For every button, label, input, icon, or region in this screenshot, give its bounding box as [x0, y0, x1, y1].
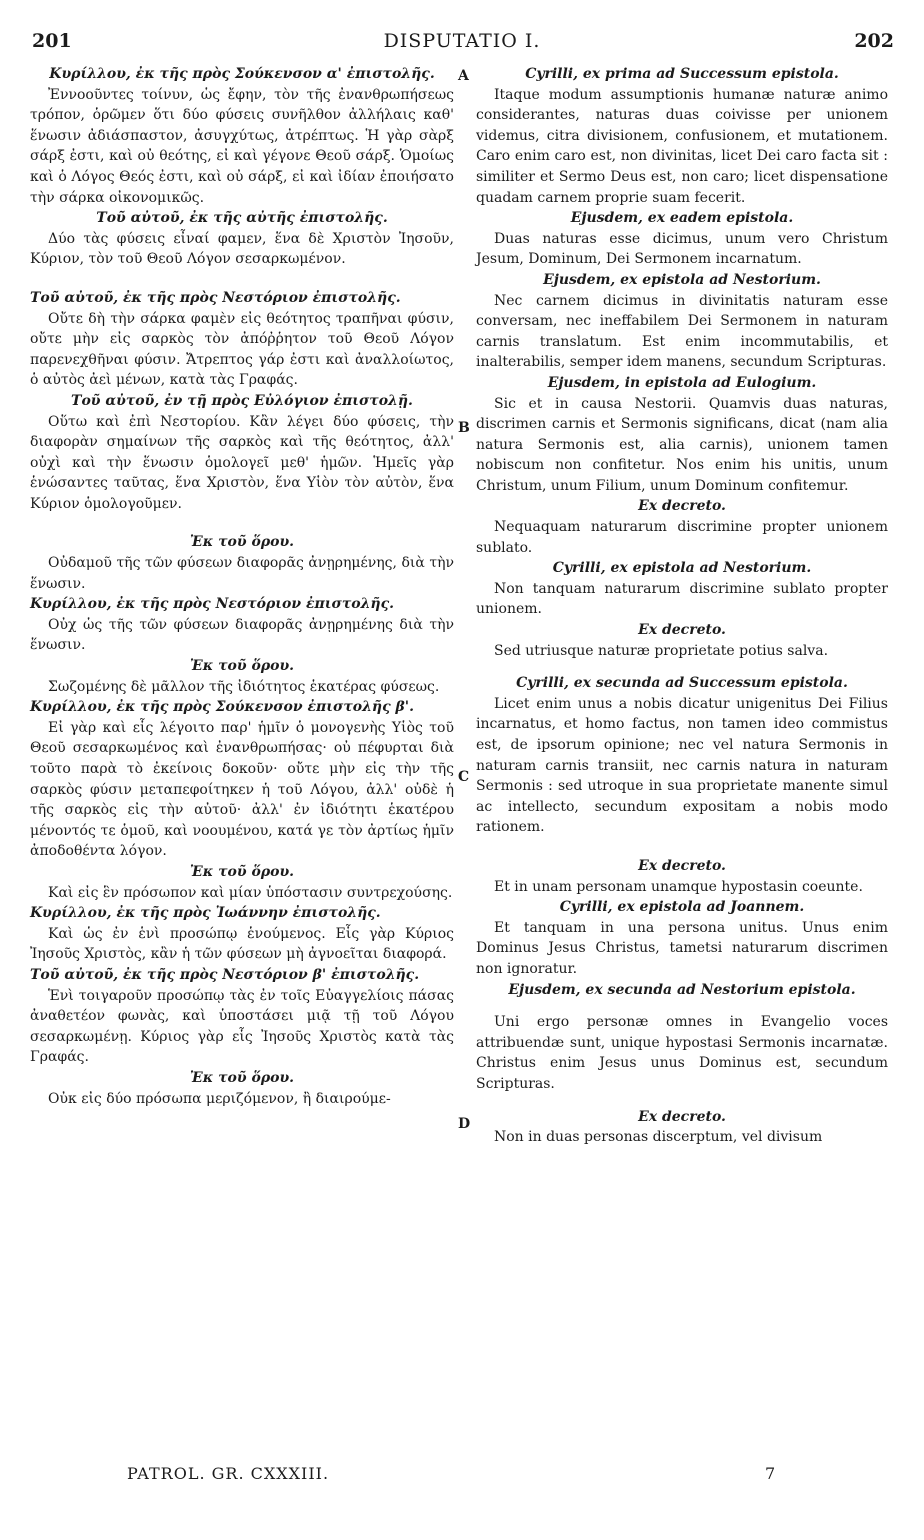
latin-spacer: [476, 838, 888, 856]
greek-heading: Κυρίλλου, ἐκ τῆς πρὸς Νεστόριον ἐπιστολῆς.: [30, 596, 394, 613]
greek-paragraph: Οὔτε δὴ τὴν σάρκα φαμὲν εἰς θεότητος τραπῆναι φύσιν, οὔτε μὴν εἰς σαρκὸς τὸν ἀπόῤῥητον τοῦ Θεοῦ Λόγον παρενεχθῆναι φύσιν. Ἄτρεπτος γάρ ἐστι καὶ ἀναλλοίωτος, ὁ αὐτὸς ἀεὶ μένων, κατὰ τὰς Γραφάς.: [30, 310, 454, 389]
latin-column: [476, 64, 888, 1148]
latin-heading: Ex decreto.: [638, 498, 726, 515]
greek-heading: Ἐκ τοῦ ὅρου.: [189, 863, 295, 880]
greek-paragraph: Ἐννοοῦντες τοίνυν, ὡς ἔφην, τὸν τῆς ἐνανθρωπήσεως τρόπον, ὁρῶμεν ὅτι δύο φύσεις συνῆλθον ἀλλήλαις καθ' ἕνωσιν ἀδιάσπαστον, ἀσυγχύτως, ἀτρέπτως. Ἡ γὰρ σὰρξ σάρξ ἐστι, καὶ οὐ θεότης, εἰ καὶ γέγονε Θεοῦ σάρξ. Ὁμοίως καὶ ὁ Λόγος Θεός ἐστι, καὶ οὐ σάρξ, εἰ καὶ ἰδίαν ἐποιήσατο τὴν σάρκα οἰκονομικῶς.: [30, 86, 454, 206]
latin-paragraph: Duas naturas esse dicimus, unum vero Christum Jesum, Dominum, Dei Sermonem incarnatum.: [476, 230, 888, 268]
latin-paragraph: Nec carnem dicimus in divinitatis naturam esse conversam, nec ineffabilem Dei Sermonem in naturam carnis translatum. Est enim incommutabilis, et inalterabilis, semper idem manens, secundum Scripturas.: [476, 292, 888, 371]
latin-paragraph: Licet enim unus a nobis dicatur unigenitus Dei Filius incarnatus, et homo factus, non tamen ideo commistus est, de ipsorum opinione; nec vel natura Sermonis in naturam carnis transiit, nec carnis natura in naturam Sermonis : sed utroque in sua proprietate manente simul ac intellecto, secundum expositam a nobis modo rationem.: [476, 695, 888, 836]
greek-paragraph: Σωζομένης δὲ μᾶλλον τῆς ἰδιότητος ἑκατέρας φύσεως.: [48, 678, 440, 695]
latin-spacer: [476, 1000, 888, 1012]
latin-paragraph: Nequaquam naturarum discrimine propter unionem sublato.: [476, 519, 888, 556]
greek-heading: Κυρίλλου, ἐκ τῆς πρὸς Σούκενσον ἐπιστολῆς β'.: [30, 699, 414, 716]
latin-heading: Ejusdem, ex epistola ad Nestorium.: [543, 271, 821, 288]
latin-paragraph: Sic et in causa Nestorii. Quamvis duas naturas, discrimen carnis et Sermonis significans, dicat (nam alia natura Sermonis est, alia carnis), unionem tamen nobiscum non confitetur. Nos enim his unitis, unum Christum, unum Filium, unum Dominum confitemur.: [476, 395, 888, 494]
greek-heading: Κυρίλλου, ἐκ τῆς πρὸς Ἰωάννην ἐπιστολῆς.: [30, 905, 381, 922]
latin-heading: Cyrilli, ex secunda ad Successum epistola.: [516, 675, 848, 692]
latin-heading: Cyrilli, ex prima ad Successum epistola.: [525, 66, 839, 82]
latin-paragraph: Sed utriusque naturæ proprietate potius salva.: [494, 642, 829, 659]
latin-heading: Ejusdem, ex eadem epistola.: [570, 210, 794, 227]
greek-heading: Ἐκ τοῦ ὅρου.: [189, 534, 295, 551]
greek-paragraph: Οὐχ ὡς τῆς τῶν φύσεων διαφορᾶς ἀνῃρημένης διὰ τὴν ἕνωσιν.: [30, 616, 454, 654]
left-page-number: 201: [32, 30, 72, 52]
latin-paragraph: Itaque modum assumptionis humanæ naturæ animo considerantes, naturas duas coivisse per unionem videmus, citra divisionem, confusionem, et mutationem. Caro enim caro est, non divinitas, licet Dei caro facta sit : similiter et Sermo Deus est, non caro; licet dispensatione quadam carnem proprie suam fecerit.: [476, 86, 888, 206]
greek-paragraph: Οὐδαμοῦ τῆς τῶν φύσεων διαφορᾶς ἀνῃρημένης, διὰ τὴν ἕνωσιν.: [30, 555, 454, 592]
greek-paragraph: Δύο τὰς φύσεις εἶναί φαμεν, ἕνα δὲ Χριστὸν Ἰησοῦν, Κύριον, τὸν τοῦ Θεοῦ Λόγον σεσαρκωμένον.: [30, 230, 454, 268]
latin-heading: Ex decreto.: [638, 1108, 726, 1125]
latin-heading: Ejusdem, ex secunda ad Nestorium epistola.: [508, 981, 856, 998]
footer-signature: PATROL. GR. CXXXIII.: [127, 1464, 330, 1483]
latin-paragraph: Non tanquam naturarum discrimine sublato propter unionem.: [476, 580, 888, 618]
greek-spacer: [30, 270, 454, 288]
right-page-number: 202: [854, 30, 894, 52]
greek-paragraph: Καὶ εἰς ἓν πρόσωπον καὶ μίαν ὑπόστασιν συντρεχούσης.: [48, 884, 453, 901]
margin-letter-c: C: [458, 769, 470, 785]
margin-letter-a: A: [458, 68, 469, 84]
latin-paragraph: Uni ergo personæ omnes in Evangelio voces attribuendæ sunt, unique hypostasi Sermonis incarnatæ. Christus enim Jesus unus Dominus est, secundum Scripturas.: [476, 1014, 888, 1092]
greek-heading: Τοῦ αὐτοῦ, ἐκ τῆς πρὸς Νεστόριον β' ἐπιστολῆς.: [30, 966, 420, 983]
latin-spacer: [476, 1095, 888, 1107]
latin-heading: Cyrilli, ex epistola ad Nestorium.: [552, 560, 812, 577]
greek-heading: Ἐκ τοῦ ὅρου.: [189, 658, 295, 675]
footer-sheet-number: 7: [765, 1464, 777, 1483]
greek-spacer: [30, 514, 454, 532]
margin-letter-d: D: [458, 1116, 471, 1132]
greek-heading: Ἐκ τοῦ ὅρου.: [189, 1069, 295, 1086]
latin-heading: Ejusdem, in epistola ad Eulogium.: [547, 374, 817, 391]
latin-paragraph: Non in duas personas discerptum, vel divisum: [494, 1129, 823, 1146]
greek-column: [30, 64, 454, 1109]
greek-paragraph: Εἰ γὰρ καὶ εἷς λέγοιτο παρ' ἡμῖν ὁ μονογενὴς Υἱὸς τοῦ Θεοῦ σεσαρκωμένος καὶ ἐνανθρωπήσας· οὐ πέφυρται διὰ τοῦτο παρὰ τὸ ἐκείνοις δοκοῦν· οὔτε μὴν εἰς τὴν τῆς σαρκὸς φύσιν μεταπεφοίτηκεν ἡ τοῦ Λόγου, ἀλλ' οὐδὲ ἡ τῆς σαρκὸς εἰς τὴν αὐτοῦ· ἀλλ' ἐν ἰδιότητι ἑκατέρου μένοντός τε ὁμοῦ, καὶ νοουμένου, κατά γε τὸν ἀρτίως ἡμῖν ἀποδοθέντα λόγον.: [30, 719, 454, 860]
greek-heading: Τοῦ αὐτοῦ, ἐκ τῆς αὐτῆς ἐπιστολῆς.: [96, 210, 388, 227]
greek-heading: Τοῦ αὐτοῦ, ἐν τῇ πρὸς Εὐλόγιον ἐπιστολῇ.: [71, 392, 413, 409]
latin-heading: Ex decreto.: [638, 857, 726, 874]
greek-heading: Τοῦ αὐτοῦ, ἐκ τῆς πρὸς Νεστόριον ἐπιστολῆς.: [30, 289, 401, 306]
greek-paragraph: Καὶ ὡς ἐν ἑνὶ προσώπῳ ἑνούμενος. Εἷς γὰρ Κύριος Ἰησοῦς Χριστὸς, κἂν ἡ τῶν φύσεων μὴ ἀγνοεῖται διαφορά.: [30, 925, 454, 963]
margin-letter-b: B: [458, 420, 470, 436]
greek-paragraph: Ἑνὶ τοιγαροῦν προσώπῳ τὰς ἐν τοῖς Εὐαγγελίοις πάσας ἀναθετέον φωνὰς, καὶ ὑποστάσει μιᾷ τῇ τοῦ Λόγου σεσαρκωμένῃ. Κύριος γὰρ εἷς Ἰησοῦς Χριστὸς κατὰ τὰς Γραφάς.: [30, 987, 454, 1066]
latin-spacer: [476, 661, 888, 673]
latin-heading: Ex decreto.: [638, 622, 726, 639]
greek-paragraph: Οὕτω καὶ ἐπὶ Νεστορίου. Κἂν λέγει δύο φύσεις, τὴν διαφορὰν σημαίνων τῆς σαρκὸς καὶ τῆς θεότητος, ἀλλ' οὐχὶ καὶ τὴν ἕνωσιν ὁμολογεῖ μεθ' ἡμῶν. Ἡμεῖς γὰρ ἑνώσαντες ταῦτας, ἕνα Χριστὸν, ἕνα Υἱὸν τὸν αὐτὸν, ἕνα Κύριον ὁμολογοῦμεν.: [30, 413, 454, 512]
greek-heading: Κυρίλλου, ἐκ τῆς πρὸς Σούκενσον α' ἐπιστολῆς.: [49, 66, 435, 82]
latin-heading: Cyrilli, ex epistola ad Joannem.: [559, 899, 805, 916]
page-header: [26, 30, 898, 56]
greek-paragraph: Οὐκ εἰς δύο πρόσωπα μεριζόμενον, ἢ διαιρούμε-: [48, 1090, 391, 1107]
running-title: DISPUTATIO I.: [383, 30, 541, 52]
latin-paragraph: Et in unam personam unamque hypostasin coeunte.: [494, 878, 863, 895]
latin-paragraph: Et tanquam in una persona unitus. Unus enim Dominus Jesus Christus, tametsi naturarum discrimen non ignoratur.: [476, 919, 888, 977]
